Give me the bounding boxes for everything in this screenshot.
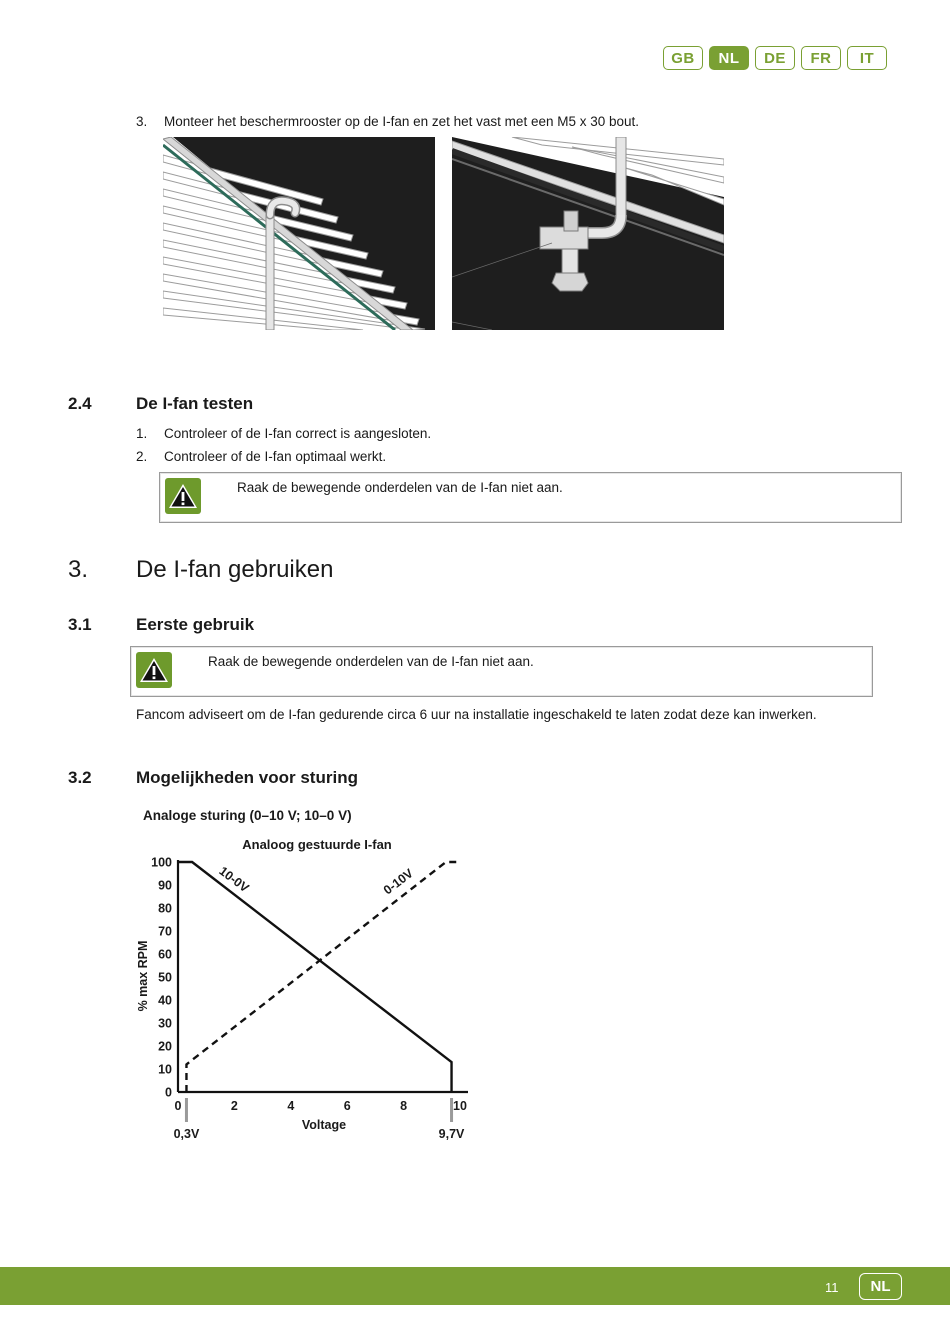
section-3-1-number: 3.1	[68, 615, 92, 634]
series-line	[178, 862, 452, 1092]
grille-mount-illustration-right	[452, 137, 724, 330]
section-3-title: De I-fan gebruiken	[136, 556, 334, 583]
series-label: 10-0V	[216, 863, 252, 896]
chart-y-axis-label: % max RPM	[136, 940, 150, 1012]
x-tick-label: 4	[287, 1099, 295, 1113]
x-tick-label: 8	[400, 1099, 408, 1113]
y-tick-label: 40	[158, 993, 172, 1008]
footer-bar	[0, 1267, 950, 1305]
page-number: 11	[825, 1280, 839, 1295]
lang-tab-de[interactable]: DE	[755, 46, 795, 70]
x-tick-label: 6	[343, 1099, 351, 1113]
x-tick-label: 2	[230, 1099, 238, 1113]
voltage-marker-label: 9,7V	[438, 1127, 465, 1141]
lang-tab-it[interactable]: IT	[847, 46, 887, 70]
step-text: Monteer het beschermrooster op de I-fan en zet het vast met een M5 x 30 bout.	[164, 114, 640, 129]
lang-tab-fr[interactable]: FR	[801, 46, 841, 70]
section-2-4-title: De I-fan testen	[136, 394, 254, 413]
series-label: 0-10V	[380, 866, 416, 898]
y-tick-label: 80	[158, 901, 172, 916]
list-item-number: 1.	[136, 426, 148, 441]
section-3-1-title: Eerste gebruik	[136, 615, 255, 634]
section-3-2-title: Mogelijkheden voor sturing	[136, 768, 358, 787]
step-number: 3.	[136, 114, 148, 129]
x-tick-label: 10	[453, 1099, 467, 1113]
footer-lang-tab: NL	[859, 1273, 902, 1300]
chart-title: Analoog gestuurde I-fan	[242, 837, 392, 852]
y-tick-label: 70	[158, 924, 172, 939]
y-tick-label: 100	[151, 855, 172, 870]
x-tick-label: 0	[174, 1099, 182, 1113]
language-tabs	[663, 46, 887, 70]
warning-box	[159, 472, 902, 523]
y-tick-label: 20	[158, 1039, 172, 1054]
lang-tab-gb[interactable]: GB	[663, 46, 703, 70]
grille-mount-illustration-left	[163, 137, 435, 330]
list-item-text: Controleer of de I-fan correct is aangesloten.	[164, 426, 432, 441]
voltage-marker-label: 0,3V	[173, 1127, 200, 1141]
section-3-number: 3.	[68, 556, 89, 583]
y-tick-label: 60	[158, 947, 172, 962]
rpm-voltage-chart	[125, 830, 495, 1150]
y-tick-label: 90	[158, 878, 172, 893]
series-line	[186, 862, 460, 1092]
section-3-2-number: 3.2	[68, 768, 92, 787]
lang-tab-nl[interactable]: NL	[709, 46, 749, 70]
chart-caption: Analoge sturing (0–10 V; 10–0 V)	[143, 808, 352, 823]
y-tick-label: 0	[165, 1085, 172, 1100]
paragraph: Fancom adviseert om de I-fan gedurende circa 6 uur na installatie ingeschakeld te laten zodat deze kan inwerken.	[136, 707, 817, 722]
warning-box	[130, 646, 873, 697]
y-tick-label: 10	[158, 1062, 172, 1077]
chart-x-axis-label: Voltage	[301, 1118, 347, 1132]
y-tick-label: 30	[158, 1016, 172, 1031]
y-tick-label: 50	[158, 970, 172, 985]
warning-icon	[136, 652, 172, 688]
warning-text: Raak de bewegende onderdelen van de I-fan niet aan.	[237, 480, 563, 495]
warning-icon	[165, 478, 201, 514]
list-item-text: Controleer of de I-fan optimaal werkt.	[164, 449, 387, 464]
warning-text: Raak de bewegende onderdelen van de I-fan niet aan.	[208, 654, 534, 669]
list-item-number: 2.	[136, 449, 148, 464]
section-2-4-number: 2.4	[68, 394, 92, 413]
